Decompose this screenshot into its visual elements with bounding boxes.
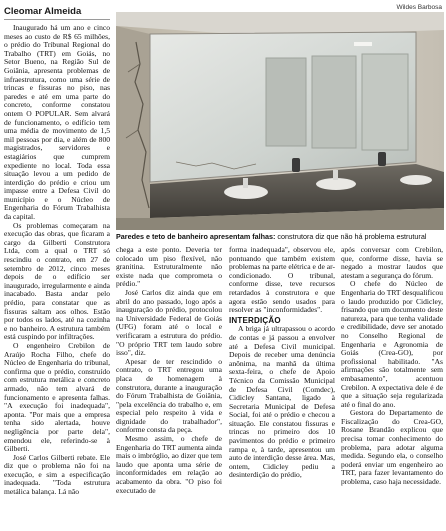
article-column-3 [229, 246, 335, 480]
paragraph: Os problemas começaram na execução das obras, que ficaram a cargo da Gilberti Construtora Ltda, com a qual o TRT só rescindiu o contrato, em 27 de setembro de 2012, cinco meses depois de o edifício ser inaugurado, irregularmente e ainda inacabado. Basta andar pelo prédio, para constatar que as fissuras saltam aos olhos. Estão por todos os lados, até na cozinha e no banheiro. A estrutura também está cuspindo por infiltrações. [4, 220, 110, 342]
byline-divider [4, 19, 110, 20]
paragraph: forma inadequada", observou ele, pontuando que também existem problemas na parte elétrica e de ar-condicionado. O tribunal, conforme disse, teve recursos retardados à construtora e que agora estão sendo usados para resolver as "inconformidades". [229, 245, 335, 315]
bathroom-photo [116, 12, 444, 230]
paragraph: após conversar com Crebilon, que, conforme disse, havia se negado a mostrar laudos que atestam a segurança do fórum. [341, 245, 443, 280]
byline: Cleomar Almeida [4, 6, 82, 17]
paragraph: José Carlos Gilberti rebate. Ele diz que o problema não foi na execução, e sim a especificação inadequada. "Toda estrutura metálica balança. Lá não [4, 452, 110, 497]
paragraph: Mesmo assim, o chefe de Engenharia do TRT aumenta ainda mais o imbróglio, ao dizer que tem laudo que aponta uma série de inconformidades em relação ao acabamento da obra. "O piso foi executado de [116, 434, 222, 495]
article-column-4 [341, 246, 443, 487]
paragraph: Apesar de ter rescindido o contrato, o TRT entregou uma placa de homenagem à construtora, durante a inauguração do Fórum Trabalhista de Goiânia, "pela excelência do trabalho e, em especial pelo respeito à vida e dignidade do trabalhador", conforme consta da peça. [116, 356, 222, 435]
caption-rest: construtora diz que não há problema estrutural [275, 232, 427, 241]
article-column-2 [116, 246, 222, 495]
paragraph: José Carlos diz ainda que em abril do ano passado, logo após a inauguração do prédio, protocolou na Universidade Federal de Goiás (UFG) foram até o local e verificaram a estrutura do prédio. "O próprio TRT tem laudo sobre isso", diz. [116, 287, 222, 358]
paragraph: O chefe do Núcleo de Engenharia do TRT desqualificou o laudo produzido por Cidicley, frisando que um documento deste natureza, para que tenha validade e credibilidade, deve ser anotado no Conselho Regional de Engenharia e Agronomia de Goiás (Crea-GO), por profissional habilitado. "As afirmações são totalmente sem embasamento", acentuou Crebilon. A expectativa dele é de que a situação seja regularizada até o final do ano. [341, 279, 443, 409]
section-heading: INTERDIÇÃO [229, 315, 281, 325]
paragraph: A briga já ultrapassou o acordo de contas e já passou a envolver até a Defesa Civil municipal. Depois de receber uma denúncia anônima, na manhã da última sexta-feira, o chefe de Apoio Técnico da Comissão Municipal de Defesa Civil (Comdec), Cidicley Santana, ligado à Secretaria Municipal de Defesa Social, foi até o prédio e checou a situação. Ele constatou fissuras e trincas no primeiro dos 10 pavimentos do prédio e primeiro rampa e, à tarde, apresentou um auto de interdição desse área. Mas, ontem, Cidicley pediu a desinterdição do prédio, [229, 324, 335, 480]
bathroom-photo-image [116, 12, 444, 230]
paragraph: Gestora do Departamento de Fiscalização do Crea-GO, Rosane Brandão explicou que precisa tomar conhecimento do problema, para adotar alguma medida. Segundo ela, o conselho poderá enviar um engenheiro ao TRT, para fazer levantamento do problema, caso haja necessidade. [341, 408, 443, 487]
photo-caption [116, 232, 444, 241]
paragraph: Inaugurado há um ano e cinco meses ao custo de R$ 65 milhões, o prédio do Tribunal Regional do Trabalho (TRT) em Goiás, no Setor Bueno, na Região Sul de Goiânia, apresenta problemas de infraestrutura, como uma série de trincas e fissuras no piso, nas paredes e até em uma parte do concreto, conforme constatou ontem O POPULAR. Sem alvará de funcionamento, o edifício tem uma média de movimento de 1,5 mil pessoas por dia, e além de 800 magistrados, servidores e estagiários que cumprem expediente no local. Toda essa situação levou a um pedido de interdição do prédio e criou um impasse entre a Defesa Civil do município e o Núcleo de Engenharia do Fórum Trabalhista da capital. [4, 23, 110, 222]
article-column-1 [4, 24, 110, 497]
photo-credit: Wildes Barbosa [396, 4, 442, 11]
caption-lead: Paredes e teto de banheiro apresentam falhas: [116, 232, 276, 241]
paragraph: O engenheiro Crebilon de Araújo Rocha Filho, chefe do Núcleo de Engenharia do tribunal, confirma que o prédio, construído com estrutura metálica e concreto armado, não tem alvará de funcionamento e apresenta falhas. "A execução foi inadequada", aponta. "Por mais que a empresa tenha sido alertada, houve negligência por parte dela", emendou ele, referindo-se à Gilberti. [4, 340, 110, 454]
paragraph: chega a este ponto. Deveria ter colocado um piso flexível, não granitina. Estruturalmente não existe nada que comprometa o prédio." [116, 245, 222, 289]
